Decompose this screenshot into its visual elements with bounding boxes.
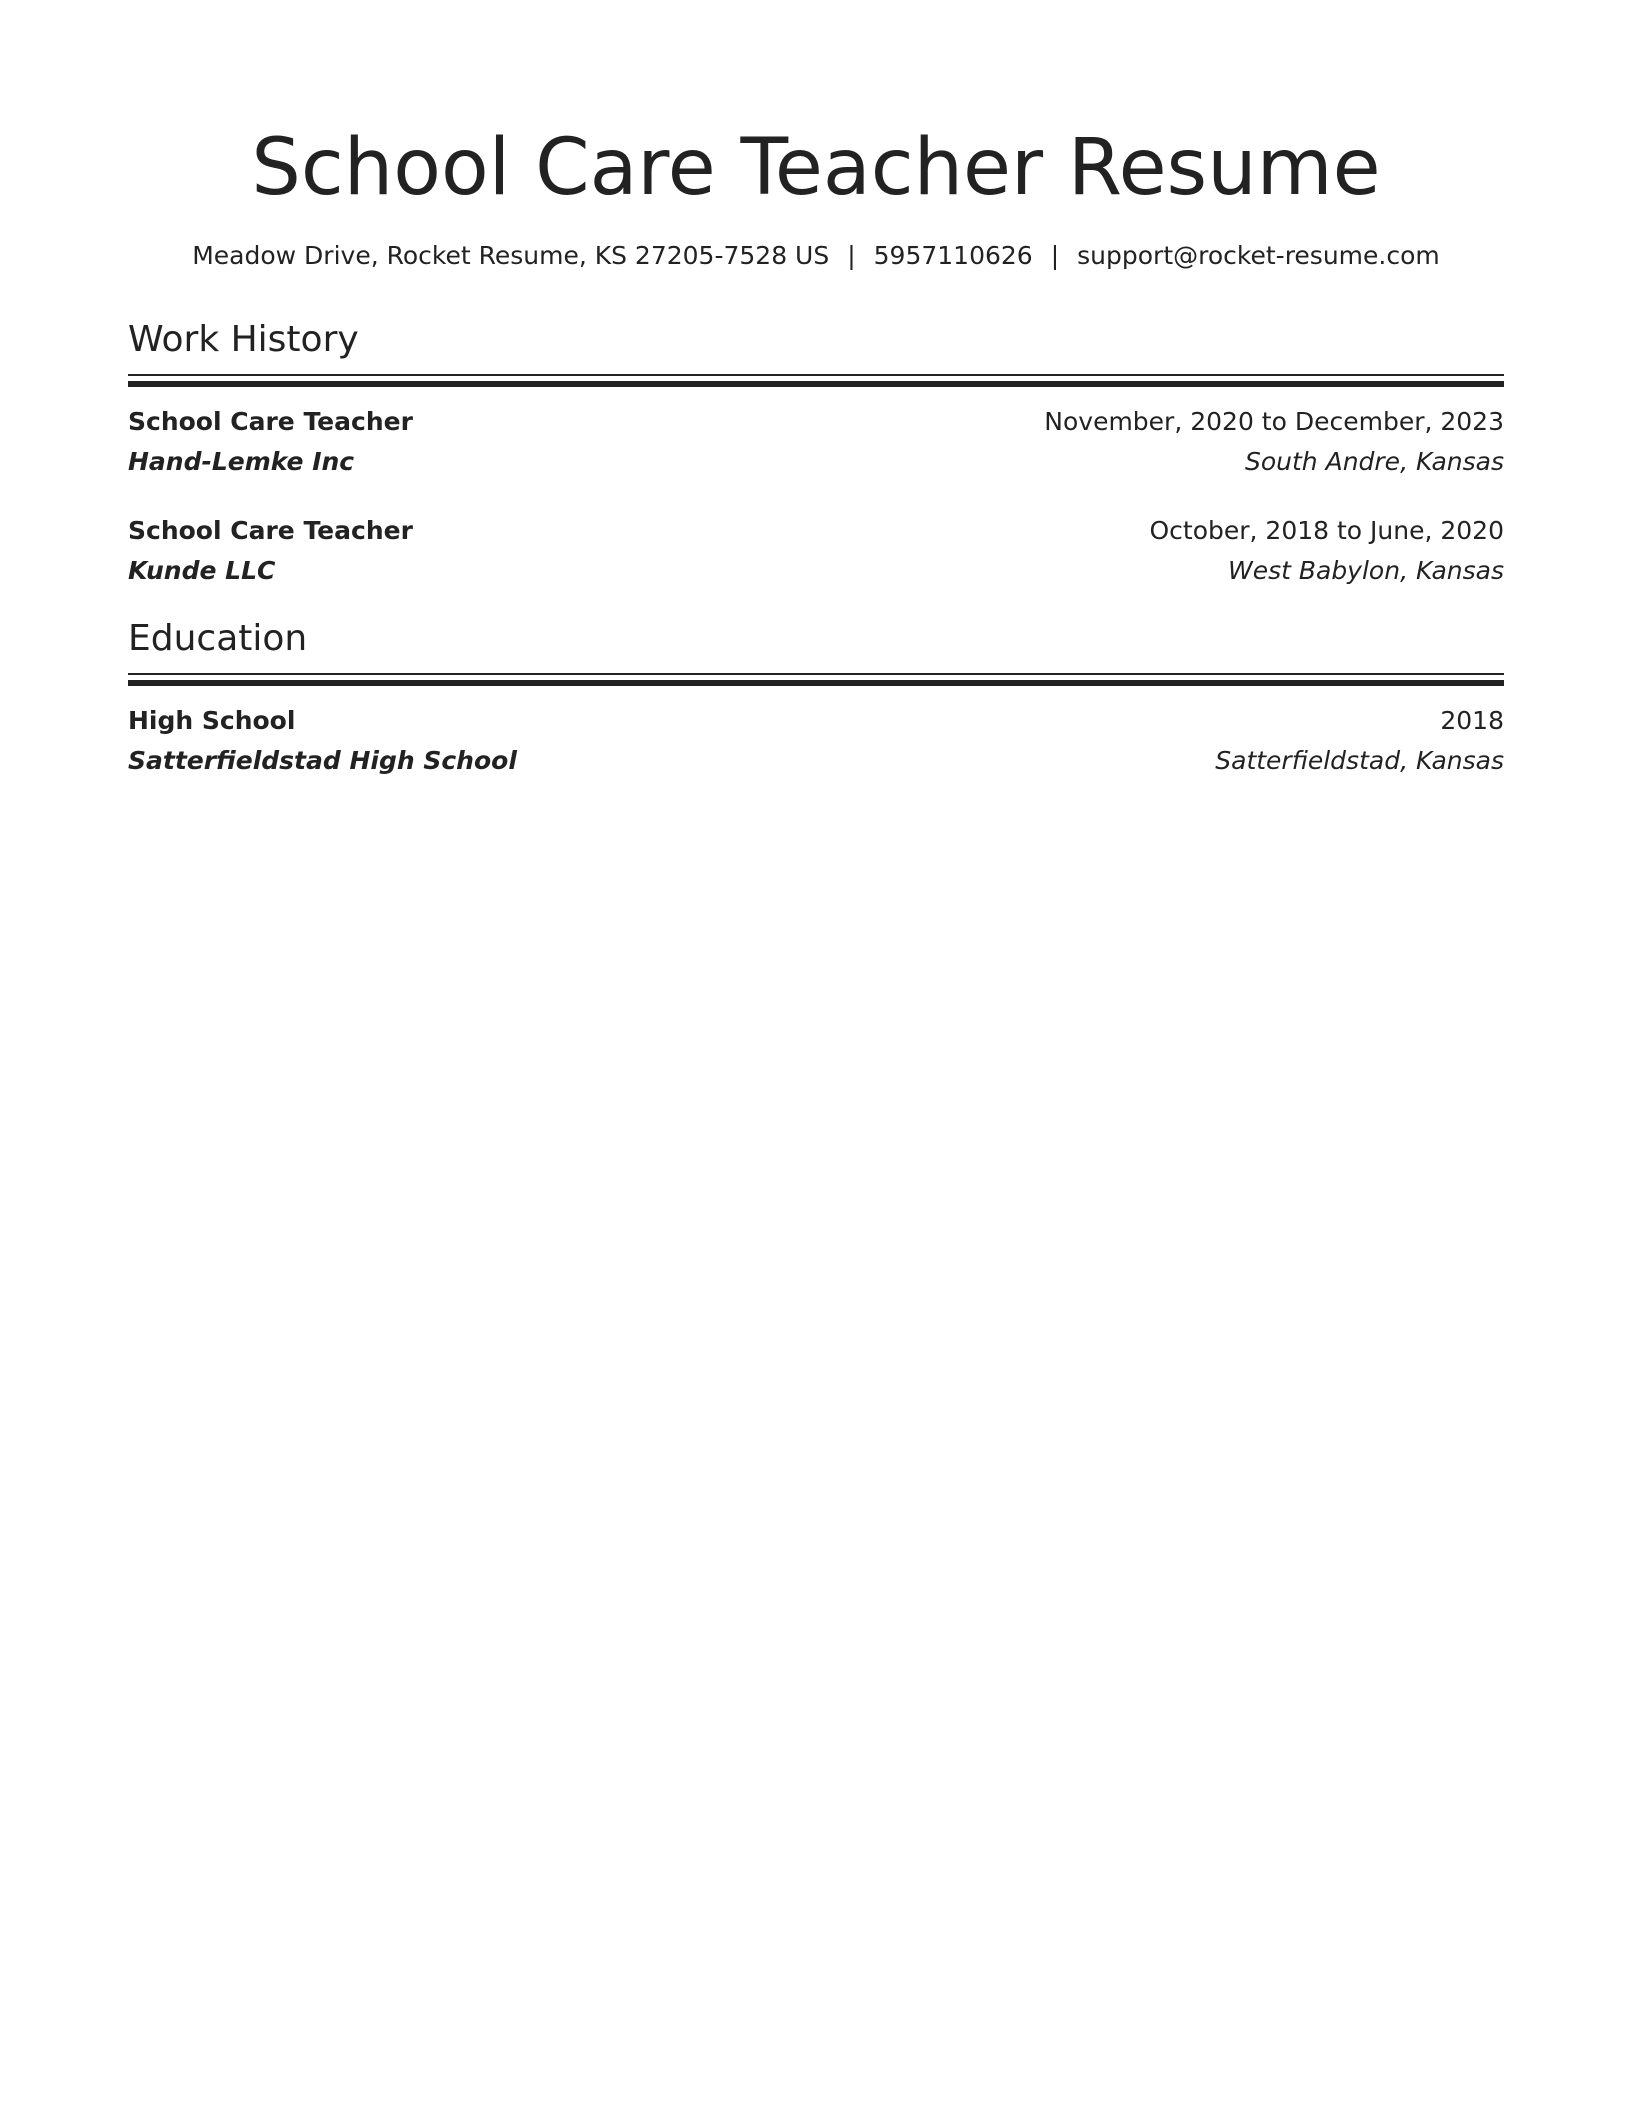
education-degree: High School: [128, 706, 296, 735]
work-position: School Care Teacher: [128, 407, 413, 436]
work-entry: [128, 511, 1504, 591]
contact-phone: 5957110626: [873, 241, 1033, 270]
work-location: South Andre, Kansas: [1244, 447, 1504, 476]
section-title-work-history: Work History: [128, 319, 359, 360]
section-divider-thick: [128, 680, 1504, 686]
contact-line: [128, 238, 1504, 274]
education-section: [128, 615, 1504, 663]
work-position: School Care Teacher: [128, 516, 413, 545]
work-location: West Babylon, Kansas: [1227, 556, 1504, 585]
contact-separator: |: [847, 241, 856, 270]
contact-email: support@rocket-resume.com: [1077, 241, 1440, 270]
contact-separator: |: [1050, 241, 1060, 270]
contact-address: Meadow Drive, Rocket Resume, KS 27205-7528 US: [192, 241, 830, 270]
work-company: Kunde LLC: [128, 556, 276, 585]
section-divider-thin: [128, 374, 1504, 376]
education-year: 2018: [1440, 706, 1504, 735]
education-school: Satterfieldstad High School: [128, 746, 517, 775]
education-location: Satterfieldstad, Kansas: [1215, 746, 1504, 775]
work-history-section: [128, 316, 1504, 364]
section-divider-thin: [128, 673, 1504, 675]
work-entry: [128, 402, 1504, 482]
section-divider-thick: [128, 381, 1504, 387]
work-company: Hand-Lemke Inc: [128, 447, 355, 476]
work-dates: November, 2020 to December, 2023: [1044, 407, 1504, 436]
section-title-education: Education: [128, 618, 308, 659]
work-dates: October, 2018 to June, 2020: [1149, 516, 1504, 545]
education-entry: [128, 701, 1504, 781]
resume-title: School Care Teacher Resume: [251, 123, 1381, 213]
